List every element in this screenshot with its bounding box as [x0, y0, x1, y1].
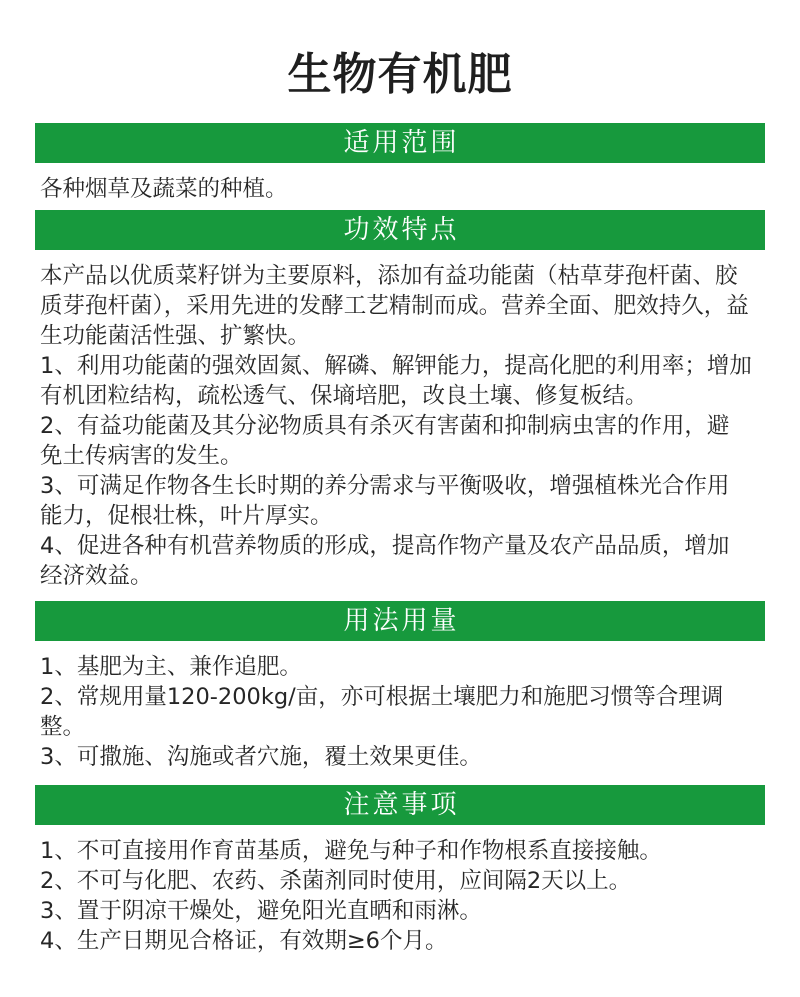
section-scope: [35, 123, 765, 204]
effects-line: 生功能菌活性强、扩繁快。: [40, 323, 311, 349]
section-heading: 适用范围: [343, 128, 460, 158]
effects-line: 质芽孢杆菌），采用先进的发酵工艺精制而成。营养全面、肥效持久，益: [40, 293, 749, 319]
section-body-effects: [35, 250, 765, 591]
section-header-scope: [35, 123, 765, 163]
section-header-effects: [35, 210, 765, 250]
usage-line: 整。: [40, 714, 86, 740]
section-body-scope: [35, 163, 765, 204]
section-effects: [35, 210, 765, 591]
caution-line: 4、生产日期见合格证，有效期≥6个月。: [40, 928, 448, 954]
page-title: 生物有机肥: [287, 49, 513, 100]
usage-line: 2、常规用量120-200kg/亩，亦可根据土壤肥力和施肥习惯等合理调: [40, 684, 724, 710]
usage-line: 1、基肥为主、兼作追肥。: [40, 654, 302, 680]
section-heading: 注意事项: [343, 790, 460, 820]
caution-line: 3、置于阴凉干燥处，避免阳光直晒和雨淋。: [40, 898, 482, 924]
effects-line: 本产品以优质菜籽饼为主要原料，添加有益功能菌（枯草芽孢杆菌、胶: [40, 263, 738, 289]
section-heading: 功效特点: [343, 215, 460, 245]
effects-line: 1、利用功能菌的强效固氮、解磷、解钾能力，提高化肥的利用率；增加: [40, 353, 752, 379]
effects-line: 2、有益功能菌及其分泌物质具有杀灭有害菌和抑制病虫害的作用，避: [40, 413, 730, 439]
effects-line: 3、可满足作物各生长时期的养分需求与平衡吸收，增强植株光合作用: [40, 473, 730, 499]
section-usage: [35, 601, 765, 772]
section-body-usage: [35, 641, 765, 772]
effects-line: 4、促进各种有机营养物质的形成，提高作物产量及农产品品质，增加: [40, 533, 730, 559]
scope-line: 各种烟草及蔬菜的种植。: [40, 176, 288, 202]
section-heading: 用法用量: [343, 606, 460, 636]
caution-line: 1、不可直接用作育苗基质，避免与种子和作物根系直接接触。: [40, 838, 662, 864]
effects-line: 有机团粒结构，疏松透气、保墒培肥，改良土壤、修复板结。: [40, 383, 648, 409]
usage-line: 3、可撒施、沟施或者穴施，覆土效果更佳。: [40, 744, 482, 770]
effects-line: 经济效益。: [40, 563, 153, 589]
effects-line: 免土传病害的发生。: [40, 443, 243, 469]
section-header-cautions: [35, 785, 765, 825]
section-cautions: [35, 785, 765, 956]
section-header-usage: [35, 601, 765, 641]
section-body-cautions: [35, 825, 765, 956]
caution-line: 2、不可与化肥、农药、杀菌剂同时使用，应间隔2天以上。: [40, 868, 632, 894]
effects-line: 能力，促根壮株，叶片厚实。: [40, 503, 333, 529]
